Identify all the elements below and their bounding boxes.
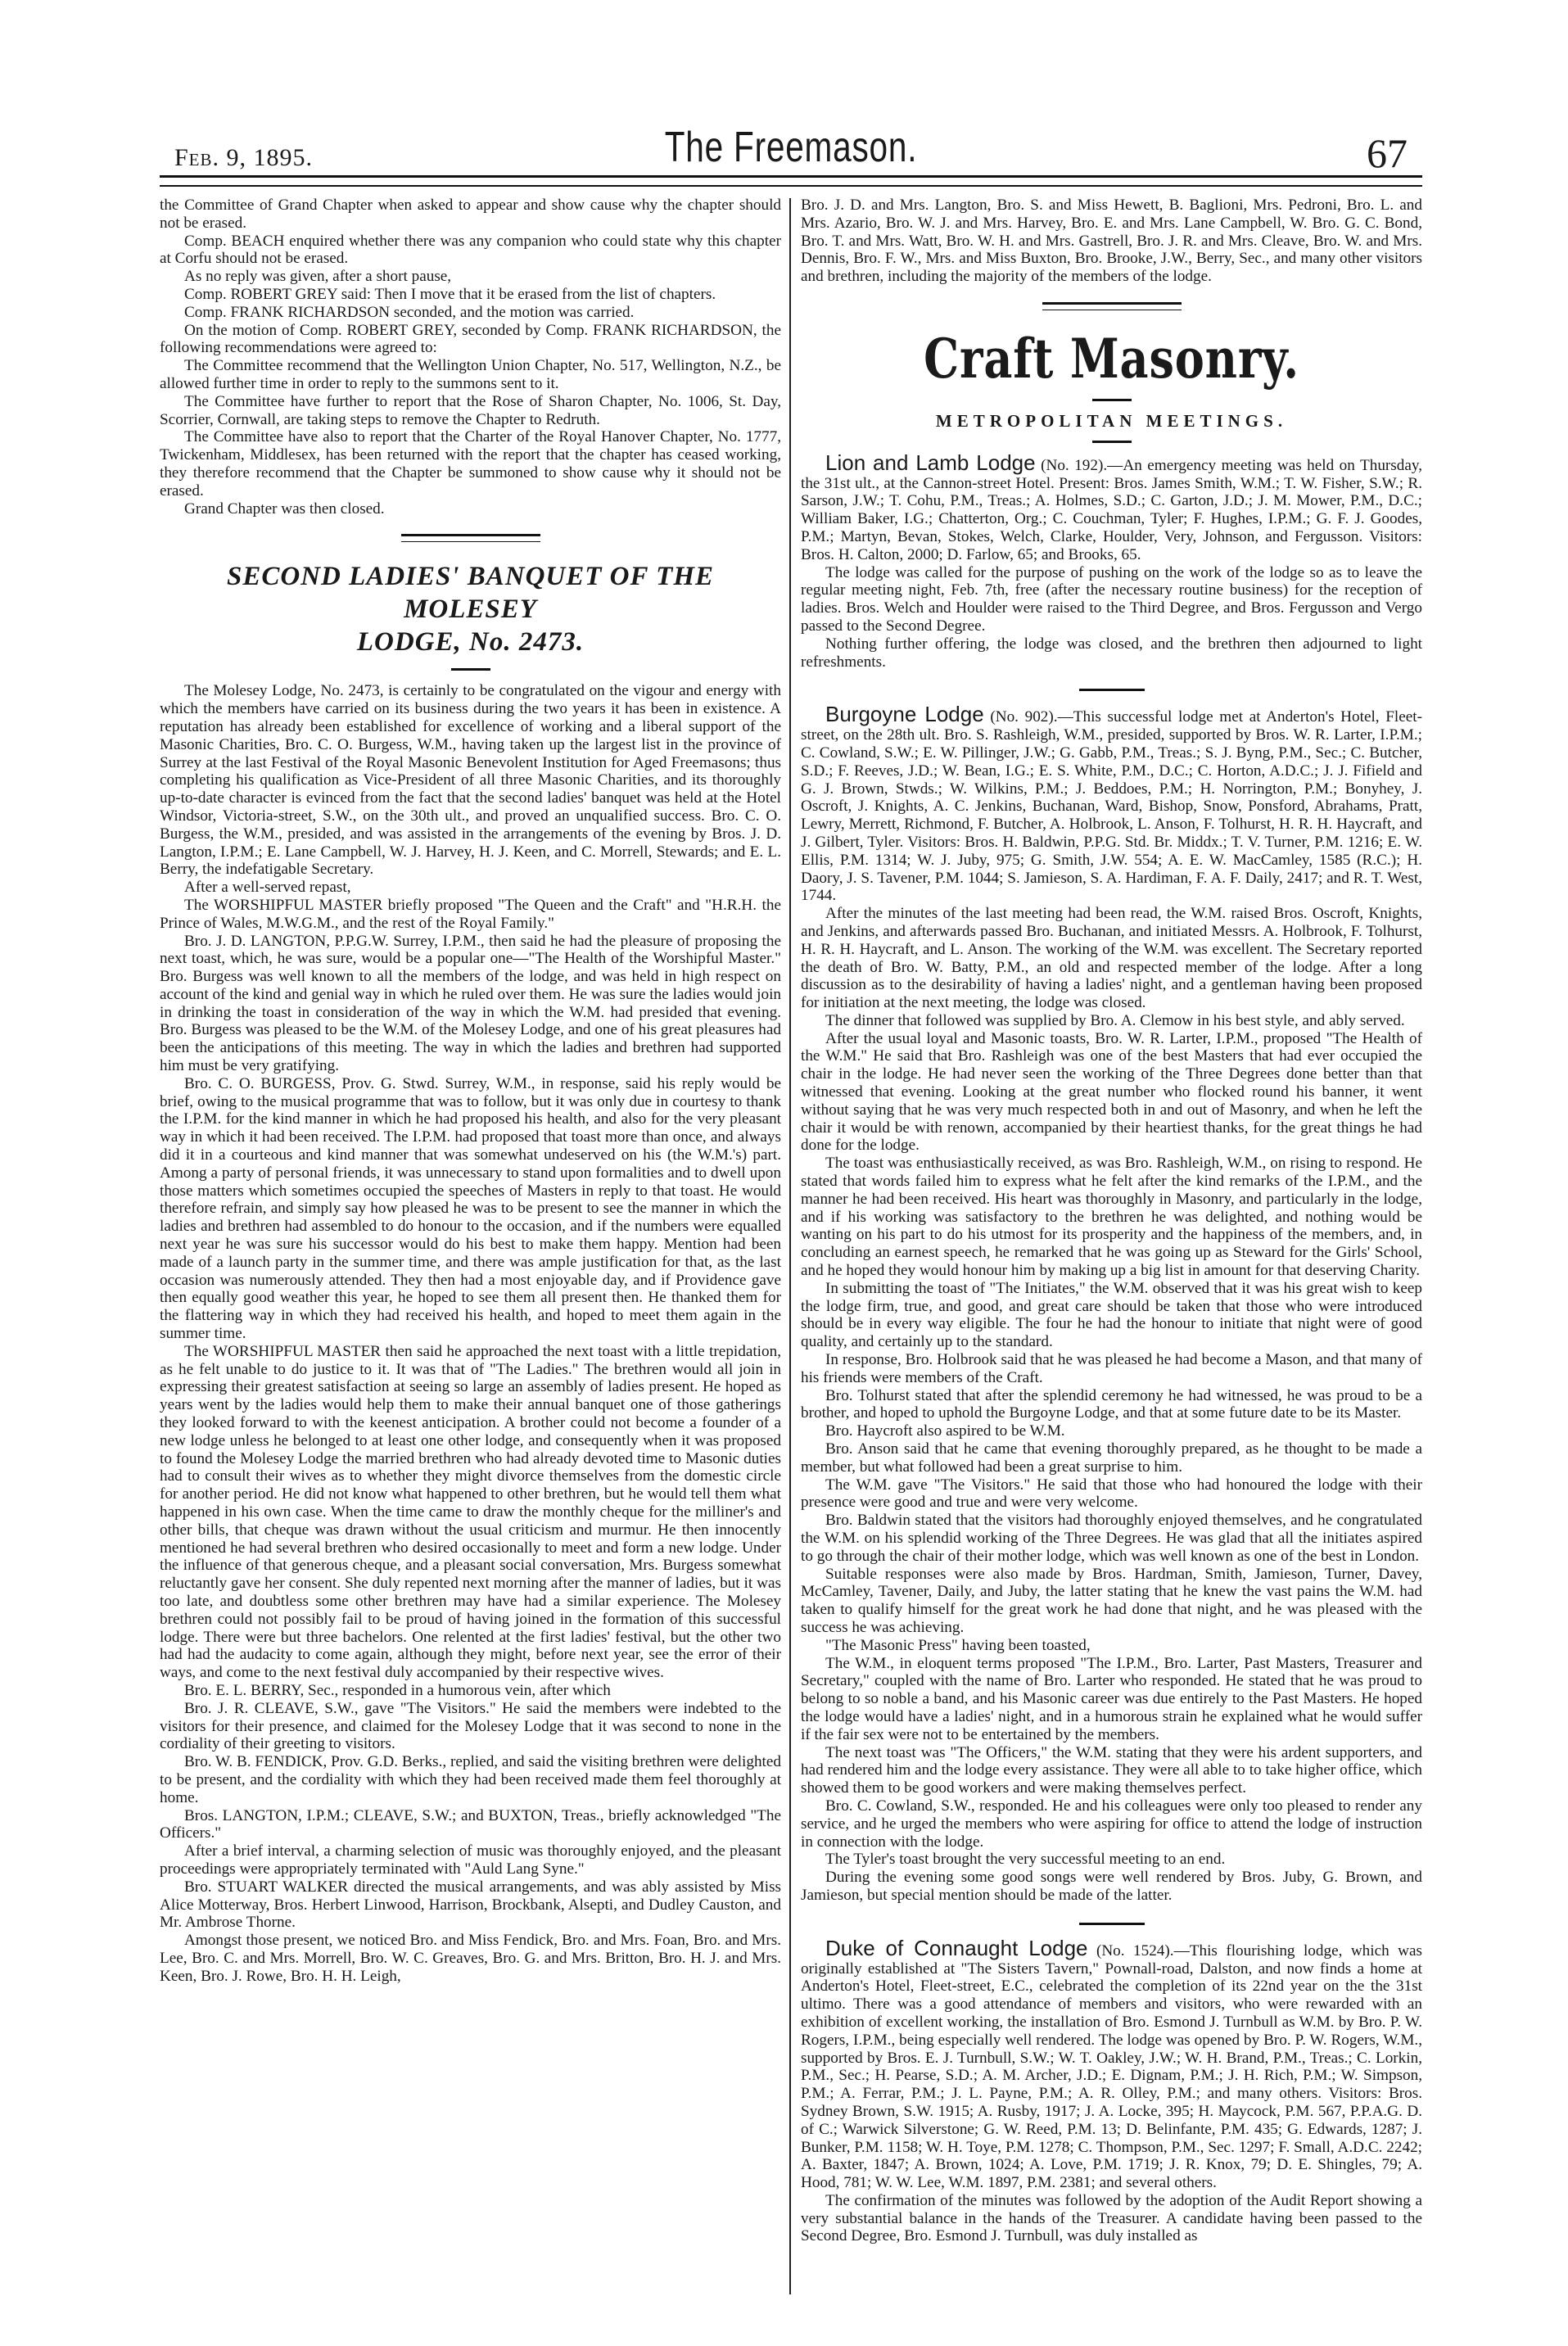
- paragraph: The toast was enthusiastically received, as was Bro. Rashleigh, W.M., on rising to respond. He stated that words failed him to express what he felt after the kind remarks of the I.P.M., and the manner he had been received. His heart was thoroughly in Masonry, and particularly in the lodge, and if his working was satisfactory to the brethren he was delighted, and nothing would be wanting on his part to do his utmost for its prosperity and the happiness of the members, and, in concluding an earnest speech, he remarked that he was going up as Steward for the Girls' School, and he hoped they would honour him by making up a big list in amount for that deserving Charity.: [801, 1155, 1422, 1280]
- paragraph: Amongst those present, we noticed Bro. and Miss Fendick, Bro. and Mrs. Foan, Bro. and Mrs. Lee, Bro. C. and Mrs. Morrell, Bro. W. C. Greaves, Bro. G. and Mrs. Britton, Bro. H. J. and Mrs. Keen, Bro. J. Rowe, Bro. H. H. Leigh,: [160, 1932, 781, 1985]
- paragraph: Bro. J. R. CLEAVE, S.W., gave "The Visitors." He said the members were indebted to the visitors for their presence, and claimed for the Molesey Lodge that it was second to none in the cordiality of their greeting to visitors.: [160, 1699, 781, 1753]
- paragraph: The confirmation of the minutes was followed by the adoption of the Audit Report showing a very substantial balance in the hands of the Treasurer. A candidate having been passed to the Second Degree, Bro. Esmond J. Turnbull, was duly installed as: [801, 2191, 1422, 2245]
- paragraph: The Committee have further to report that the Rose of Sharon Chapter, No. 1006, St. Day, Scorrier, Cornwall, are taking steps to remove the Chapter to Redruth.: [160, 392, 781, 428]
- lodge-separator: [1079, 689, 1145, 691]
- article-title-line2: LODGE, No. 2473.: [356, 627, 585, 658]
- issue-date: Feb. 9, 1895.: [174, 144, 314, 171]
- section-title: Craft Masonry.: [924, 326, 1299, 391]
- lodge-name: Lion and Lamb Lodge: [825, 450, 1036, 475]
- paragraph: Bro. Anson said that he came that evening thoroughly prepared, as he thought to be made a member, but what followed had been a great surprise to him.: [801, 1440, 1422, 1476]
- paragraph: Comp. FRANK RICHARDSON seconded, and the motion was carried.: [184, 303, 635, 321]
- lodge-number: (No. 192).: [1041, 456, 1108, 474]
- lodge-report-burgoyne: [801, 702, 1423, 1904]
- paragraph: The Committee recommend that the Wellington Union Chapter, No. 517, Wellington, N.Z., be allowed further time in order to reply to the summons sent to it.: [160, 357, 781, 392]
- lodge-report-lion-and-lamb: [801, 450, 1423, 671]
- paragraph: Comp. ROBERT GREY said: Then I move that it be erased from the list of chapters.: [184, 285, 716, 303]
- paragraph: The next toast was "The Officers," the W.M. stating that they were his ardent supporters, and had rendered him and the lodge every assistance. They were all able to to take higher office, which showed them to be good workers and were making themselves perfect.: [801, 1743, 1422, 1797]
- paragraph: Bro. Haycroft also aspired to be W.M.: [825, 1422, 1065, 1440]
- paragraph: "The Masonic Press" having been toasted,: [825, 1636, 1091, 1654]
- paragraph: In response, Bro. Holbrook said that he was pleased he had become a Mason, and that many of his friends were members of the Craft.: [801, 1351, 1422, 1386]
- newspaper-page: [160, 123, 1422, 2294]
- paragraph: The dinner that followed was supplied by Bro. A. Clemow in his best style, and ably served.: [825, 1011, 1405, 1029]
- paragraph: Bro. C. O. BURGESS, Prov. G. Stwd. Surrey, W.M., in response, said his reply would be brief, owing to the musical programme that was to follow, but it was only due in courtesy to thank the I.P.M. for the kind manner in which he had proposed his health, and also for the very pleasant way in which it had been received. The I.P.M. had proposed that toast more than once, and always did it in a courteous and kind manner that was somewhat undeserved on his (the W.M.'s) part. Among a party of personal friends, it was unnecessary to stand upon formalities and to dwell upon those matters which sometimes occupied the speeches of Masters in reply to that toast. He would therefore refrain, and simply say how pleased he was to be present to see the manner in which the ladies and brethren had assembled to do honour to the occasion, and if the numbers were equalled next year he was sure his successor would do his best to make them happy. Mention had been made of a launch party in the summer time, and there was ample justification for that, as the last occasion was numerously attended. They then had a most enjoyable day, and if Providence gave then equally good weather this year, he hoped to see them all present then. He thanked them for the flattering way in which they had received his health, and hoped to meet them again in the summer time.: [160, 1074, 781, 1343]
- paragraph: Bro. W. B. FENDICK, Prov. G.D. Berks., replied, and said the visiting brethren were delighted to be present, and the cordiality with which they had been received made them feel thoroughly at home.: [160, 1753, 781, 1806]
- paragraph: Comp. BEACH enquired whether there was any companion who could state why this chapter at Corfu should not be erased.: [160, 232, 781, 268]
- masthead: [160, 123, 1422, 176]
- paragraph: The W.M., in eloquent terms proposed "The I.P.M., Bro. Larter, Past Masters, Treasurer and Secretary," coupled with the name of Bro. Larter who responded. He stated that he was proud to belong to so noble a band, and his Masonic career was due entirely to the Past Masters. He hoped the lodge would have a ladies' night, and in a humorous strain he explained what he would suffer if the fair sex were not to be entertained by the members.: [801, 1654, 1422, 1743]
- paragraph: Bro. Baldwin stated that the visitors had thoroughly enjoyed themselves, and he congratulated the W.M. on his splendid working of the Three Degrees. He was glad that all the initiates aspired to go through the chair of their mother lodge, which was well known as one of the best in London.: [801, 1512, 1422, 1565]
- molesey-lodge-article: [160, 560, 781, 1985]
- paragraph: Burgoyne Lodge (No. 902).—This successful lodge met at Anderton's Hotel, Fleet-street, on the 28th ult. Bro. S. Rashleigh, W.M., presided, supported by Bros. W. R. Larter, I.P.M.; C. Cowland, S.W.; E. W. Pillinger, J.W.; G. Gabb, P.M., Treas.; S. J. Byng, P.M., Sec.; C. Butcher, S.D.; F. Reeves, J.D.; W. Bean, I.G.; E. S. White, P.M., D.C.; C. Horton, A.D.C.; J. J. Fifield and G. J. Brown, Stwds.; W. Wilkins, P.M.; J. Beddoes, P.M.; H. Norrington, P.M.; Bonyhey, J. Oscroft, J. Knights, A. C. Jenkins, Buchanan, Ward, Bishop, Snow, Ponsford, Abrahams, Pratt, Lewry, Merrett, Richmond, F. Butcher, A. Holbrook, L. Anson, F. Tolhurst, H. R. H. Haycraft, and J. Gilbert, Tyler. Visitors: Bros. H. Baldwin, P.P.G. Std. Br. Middx.; T. V. Turner, P.M. 1216; E. W. Ellis, P.M. 1314; W. J. Juby, 975; G. Smith, J.W. 554; A. E. W. MacCamley, 1585 (R.C.); H. Daory, J. S. Tavener, P.M. 1044; S. Jamieson, S. A. Hardiman, F. A. F. Daily, 2417; and R. T. West, 1744.: [801, 702, 1423, 905]
- paragraph: As no reply was given, after a short pause,: [184, 268, 452, 286]
- grand-chapter-continuation: [160, 197, 781, 518]
- paragraph: Suitable responses were also made by Bros. Hardman, Smith, Jamieson, Turner, Davey, McCamley, Tavener, Daily, and Juby, the latter stating that he knew the vast pains the W.M. had taken to qualify himself for the great work he had done that night, and he was pleased with the success he was achieving.: [801, 1565, 1422, 1636]
- lodge-name: Duke of Connaught Lodge: [825, 1935, 1088, 1960]
- right-column: [791, 197, 1422, 2294]
- masthead-rule: [160, 175, 1422, 187]
- paragraph: On the motion of Comp. ROBERT GREY, seconded by Comp. FRANK RICHARDSON, the following recommendations were agreed to:: [160, 321, 781, 357]
- paragraph: The Molesey Lodge, No. 2473, is certainly to be congratulated on the vigour and energy with which the members have carried on its business during the two years it has been in existence. A reputation has already been established for excellence of working and a liberal support of the Masonic Charities, Bro. C. O. Burgess, W.M., having taken up the largest list in the province of Surrey at the last Festival of the Royal Masonic Benevolent Institution for Aged Freemasons; thus completing his qualification as Vice-President of all three Masonic Charities, and its thoroughly up-to-date character is evinced from the fact that the second ladies' banquet was held at the Hotel Windsor, Victoria-street, S.W., on the 30th ult., and proved an unqualified success. Bro. C. O. Burgess, the W.M., presided, and was assisted in the arrangements of the evening by Bros. J. D. Langton, I.P.M.; E. Lane Campbell, W. J. Harvey, H. J. Keen, and C. Morrell, Stewards; and E. L. Berry, the indefatigable Secretary.: [160, 682, 781, 879]
- title-rule: [451, 668, 490, 671]
- article-separator: [401, 534, 540, 542]
- paragraph: Nothing further offering, the lodge was closed, and the brethren then adjourned to light refreshments.: [801, 635, 1422, 671]
- paragraph: Bros. LANGTON, I.P.M.; CLEAVE, S.W.; and BUXTON, Treas., briefly acknowledged "The Officers.": [160, 1806, 781, 1842]
- paragraph: After a well-served repast,: [184, 879, 351, 897]
- attendees-continuation: Bro. J. D. and Mrs. Langton, Bro. S. and Miss Hewett, B. Baglioni, Mrs. Pedroni, Bro. L. and Mrs. Azario, Bro. W. J. and Mrs. Harvey, Bro. E. and Mrs. Lane Campbell, W. Bro. G. C. Bond, Bro. T. and Mrs. Watt, Bro. W. H. and Mrs. Gastrell, Bro. J. R. and Mrs. Cleave, Bro. W. and Mrs. Dennis, Bro. F. W., Mrs. and Miss Buxton, Bro. Brooke, J.W., Berry, Sec., and many other visitors and brethren, including the majority of the members of the lodge.: [801, 197, 1422, 286]
- lodge-name: Burgoyne Lodge: [825, 702, 984, 727]
- lodge-number: (No. 1524).: [1096, 1941, 1174, 1960]
- paragraph: The WORSHIPFUL MASTER briefly proposed "The Queen and the Craft" and "H.R.H. the Prince of Wales, M.W.G.M., and the rest of the Royal Family.": [160, 896, 781, 932]
- paragraph: the Committee of Grand Chapter when asked to appear and show cause why the chapter should not be erased.: [160, 197, 781, 232]
- lodge-number: (No. 902).: [990, 708, 1058, 726]
- publication-title: The Freemason.: [664, 124, 918, 171]
- paragraph: Duke of Connaught Lodge (No. 1524).—This flourishing lodge, which was originally established at "The Sisters Tavern," Pownall-road, Dalston, and now finds a home at Anderton's Hotel, Fleet-street, E.C., celebrated the completion of its 22nd year on the the 31st ultimo. There was a good attendance of members and visitors, who were rewarded with an exhibition of excellent working, the installation of Bro. Esmond J. Turnbull as W.M. by Bro. P. W. Rogers, I.P.M., being especially well rendered. The lodge was opened by Bro. P. W. Rogers, W.M., supported by Bros. E. J. Turnbull, S.W.; W. T. Oakley, J.W.; W. H. Brand, P.M., Treas.; C. Lorkin, P.M., Sec.; H. Pearse, S.D.; A. M. Archer, J.D.; E. Dignam, P.M.; J. H. Rich, P.M.; W. Simpson, P.M.; A. Ferrar, P.M.; J. L. Payne, P.M.; A. R. Olley, P.M.; and many others. Visitors: Bros. Sydney Brown, S.W. 1915; A. Rusby, 1917; J. A. Locke, 395; H. Maycock, P.M. 567, P.P.A.G. D. of C.; Warwick Silverstone; G. W. Reed, P.M. 13; D. Belinfante, P.M. 435; G. Edwards, 1287; J. Bunker, P.M. 1158; W. H. Toye, P.M. 1278; C. Thompson, P.M., Sec. 1297; F. Small, A.D.C. 2242; A. Baxter, 1847; A. Brown, 1024; A. Love, P.M. 1719; J. R. Knox, 79; D. E. Shingles, 79; A. Hood, 781; W. W. Lee, W.M. 1897, P.M. 2381; and several others.: [801, 1935, 1422, 2192]
- lodge-separator: [1079, 1923, 1145, 1925]
- paragraph: After the minutes of the last meeting had been read, the W.M. raised Bros. Oscroft, Knights, and Jenkins, and afterwards passed Bro. Buchanan, and initiated Messrs. A. Holbrook, F. Tolhurst, H. R. H. Haycraft, and L. Anson. The working of the W.M. was excellent. The Secretary reported the death of Bro. W. Batty, P.M., an old and respected member of the lodge. After a long discussion as to the desirability of having a ladies' night, and a gentleman having been proposed for initiation at the next meeting, the lodge was closed.: [801, 905, 1422, 1012]
- section-rule: [1092, 399, 1132, 401]
- paragraph: The W.M. gave "The Visitors." He said that those who had honoured the lodge with their presence were good and true and were very welcome.: [801, 1476, 1422, 1512]
- paragraph: The Committee have also to report that the Charter of the Royal Hanover Chapter, No. 1777, Twickenham, Middlesex, has been returned with the report that the chapter has ceased working, they therefore recommend that the Chapter be summoned to show cause why it should not be erased.: [160, 428, 781, 499]
- paragraph: After a brief interval, a charming selection of music was thoroughly enjoyed, and the pleasant proceedings were appropriately terminated with "Auld Lang Syne.": [160, 1842, 781, 1878]
- paragraph: The Tyler's toast brought the very successful meeting to an end.: [825, 1851, 1226, 1869]
- paragraph: Bro. Tolhurst stated that after the splendid ceremony he had witnessed, he was proud to be a brother, and hoped to uphold the Burgoyne Lodge, and that at some future date to be its Master.: [801, 1386, 1422, 1422]
- section-subhead: METROPOLITAN MEETINGS.: [935, 410, 1288, 431]
- paragraph: In submitting the toast of "The Initiates," the W.M. observed that it was his great wish to keep the lodge firm, true, and good, and great care should be taken that those who were introduced should be in every way eligible. The four he had the honour to initiate that night were of good quality, and certainly up to the standard.: [801, 1279, 1422, 1351]
- paragraph: Lion and Lamb Lodge (No. 192).—An emergency meeting was held on Thursday, the 31st ult., at the Cannon-street Hotel. Present: Bros. James Smith, W.M.; T. W. Fisher, S.W.; R. Sarson, J.W.; T. Cohu, P.M., Treas.; A. Holmes, S.D.; C. Garton, J.D.; J. M. Mower, P.M., D.C.; William Baker, I.G.; Chatterton, Org.; C. Couchman, Tyler; F. Hughes, I.P.M.; G. F. J. Goodes, P.M.; Martyn, Bevan, Stokes, Welch, Clarke, Houlder, Very, Johnson, and Fergusson. Visitors: Bros. H. Calton, 2000; D. Farlow, 65; and Brooks, 65.: [801, 450, 1423, 563]
- paragraph: The lodge was called for the purpose of pushing on the work of the lodge so as to leave the regular meeting night, Feb. 7th, free (after the necessary routine business) for the reception of ladies. Bros. Welch and Houlder were raised to the Third Degree, and Bros. Fergusson and Vergo passed to the Second Degree.: [801, 563, 1422, 635]
- paragraph: Bro. C. Cowland, S.W., responded. He and his colleagues were only too pleased to render any service, and he urged the members who were aspiring for office to attend the lodge of instruction in connection with the lodge.: [801, 1797, 1422, 1851]
- article-title-line1: SECOND LADIES' BANQUET OF THE MOLESEY: [226, 562, 714, 625]
- paragraph: After the usual loyal and Masonic toasts, Bro. W. R. Larter, I.P.M., proposed "The Health of the W.M." He said that Bro. Rashleigh was one of the best Masters that had ever occupied the chair in the lodge. He had never seen the working of the Three Degrees done better than that witnessed that evening. Looking at the great number who flocked round his banner, it went without saying that he was very much respected both in and out of Masonry, and when he left the chair it would be with renown, accompanied by their heartiest thanks, for the great things he had done for the lodge.: [801, 1029, 1422, 1155]
- columns: [160, 197, 1422, 2294]
- left-column: [160, 197, 789, 2294]
- paragraph: Bro. J. D. LANGTON, P.P.G.W. Surrey, I.P.M., then said he had the pleasure of proposing the next toast, which, he was sure, would be a popular one—"The Health of the Worshipful Master." Bro. Burgess was well known to all the members of the lodge, and was held in high respect on account of the kind and genial way in which he ruled over them. He was sure the ladies would join in drinking the toast in consideration of the way in which the W.M. had presided that evening. Bro. Burgess was pleased to be the W.M. of the Molesey Lodge, and one of his great pleasures had been the anticipations of this meeting. The way in which the ladies and brethren had supported him must be very gratifying.: [160, 932, 781, 1075]
- paragraph: Bro. E. L. BERRY, Sec., responded in a humorous vein, after which: [184, 1681, 611, 1699]
- subhead-rule: [1092, 441, 1132, 443]
- paragraph: Grand Chapter was then closed.: [184, 499, 385, 518]
- paragraph: During the evening some good songs were well rendered by Bros. Juby, G. Brown, and Jamieson, but special mention should be made of the latter.: [801, 1869, 1422, 1904]
- page-number: 67: [1367, 130, 1408, 176]
- paragraph: The WORSHIPFUL MASTER then said he approached the next toast with a little trepidation, as he felt unable to do justice to it. It was that of "The Ladies." The brethren would all join in expressing their greatest satisfaction at seeing so large an assembly of ladies present. He hoped as years went by the ladies would help them to make their annual banquet one of those gatherings they looked forward to with the keenest anticipation. A brother could not become a founder of a new lodge unless he belonged to at least one other lodge, and consequently when it was proposed to found the Molesey Lodge the married brethren who had already devoted time to Masonic duties had to consult their wives as to whether they might divorce themselves from the domestic circle for another period. He did not know what happened to other brethren, but he would tell them what happened in his own case. When the time came to draw the monthly cheque for the milliner's and other bills, that cheque was drawn without the usual criticism and murmur. He then innocently mentioned he had several brethren who desired occasionally to meet and form a new lodge. Under the influence of that generous cheque, and a pleasant social conversation, Mrs. Burgess somewhat reluctantly gave her consent. She duly repented next morning after the manner of ladies, but it was too late, and doubtless some other brethren may have had a similar experience. The Molesey brethren could not possibly fail to be proud of having joined in the formation of this successful lodge. There were but three bachelors. One relented at the first ladies' festival, but the other two had had the audacity to come again, although they might, before next year, see the error of their ways, and come to the next festival duly accompanied by their respective wives.: [160, 1342, 781, 1682]
- article-separator: [1042, 302, 1182, 310]
- paragraph: Bro. STUART WALKER directed the musical arrangements, and was ably assisted by Miss Alice Motterway, Bros. Herbert Linwood, Harrison, Brockbank, Alsepti, and Dudley Causton, and Mr. Ambrose Thorne.: [160, 1878, 781, 1932]
- lodge-report-duke-of-connaught: [801, 1935, 1422, 2246]
